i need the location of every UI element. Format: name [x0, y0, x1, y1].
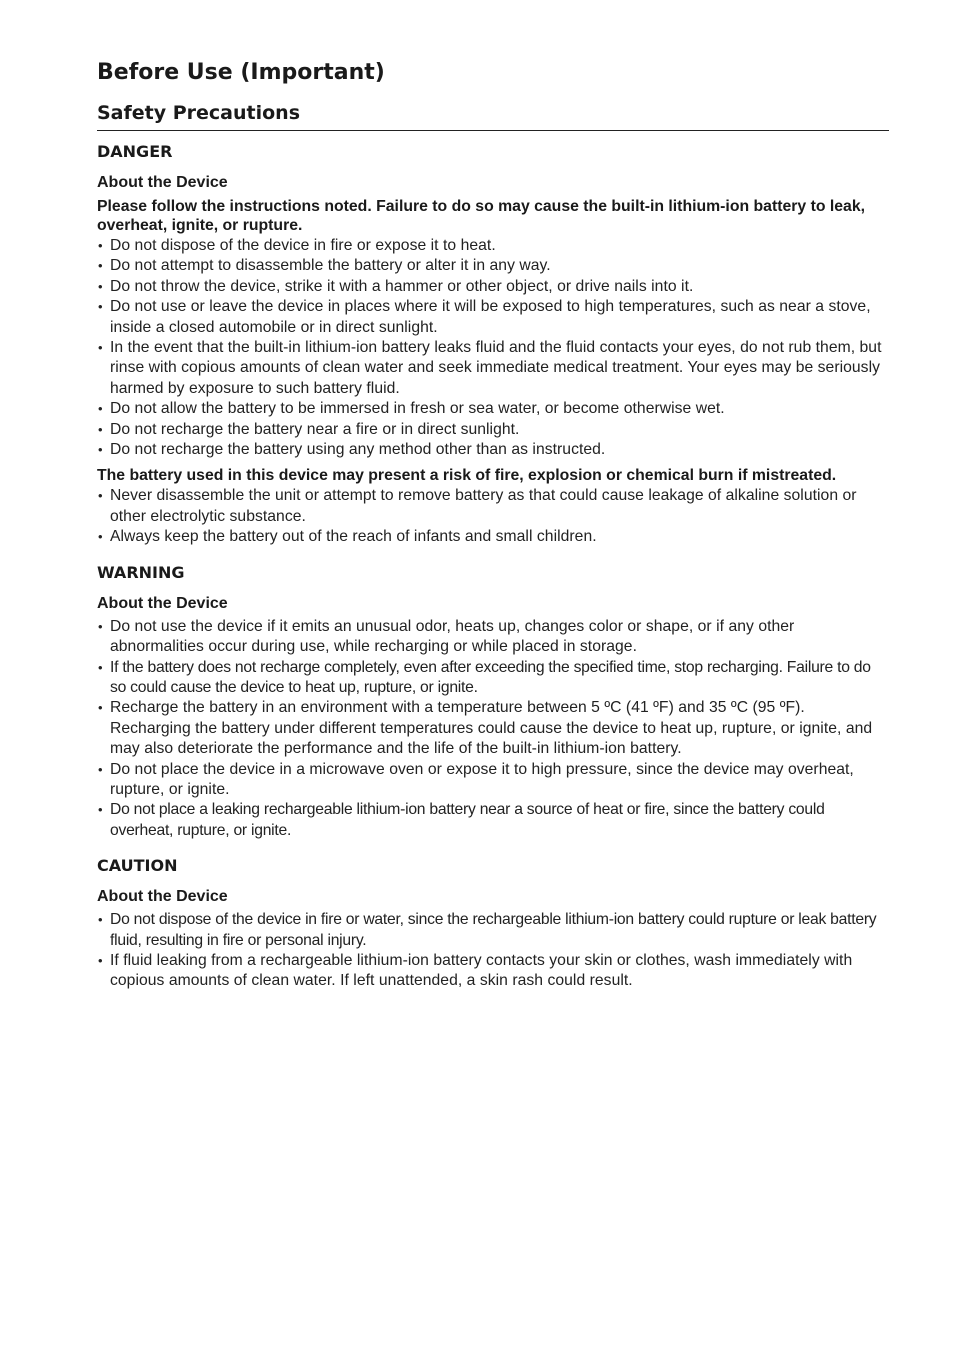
bullet: • — [98, 238, 103, 253]
bullet: • — [98, 278, 103, 294]
page-title: Before Use (Important) — [97, 60, 385, 85]
list-item: • Never disassemble the unit or attempt to remove battery as that could cause leakage of alkaline solution or other electrolytic substance. — [98, 487, 857, 525]
bullet: • — [98, 529, 103, 545]
list-item: • If the battery does not recharge completely, even after exceeding the specified time, stop recharging. Failure to do so could cause the device to heat up, rupture, or ignite. — [98, 658, 871, 696]
warning-list — [97, 617, 889, 841]
list-item: • Do not recharge the battery near a fire or in direct sunlight. — [97, 420, 889, 440]
danger-intro: Please follow the instructions noted. Failure to do so may cause the built-in lithium-ion battery to leak, overheat, ignite, or rupture. — [97, 198, 866, 234]
bullet: • — [98, 761, 103, 777]
caution-list — [97, 910, 889, 992]
caution-section — [97, 855, 889, 992]
danger-note-list — [97, 486, 889, 547]
warning-section — [97, 562, 889, 841]
list-item: • Do not allow the battery to be immersed in fresh or sea water, or become otherwise wet. — [97, 399, 889, 419]
bullet: • — [98, 700, 103, 716]
warning-heading: WARNING — [97, 562, 185, 582]
document-page — [97, 58, 889, 992]
bullet: • — [98, 952, 103, 968]
warning-subheading: About the Device — [97, 594, 228, 612]
list-item: • If fluid leaking from a rechargeable lithium-ion battery contacts your skin or clothes, wash immediately with copious amounts of clean water. If left unattended, a skin rash could result. — [98, 951, 853, 990]
list-item: • Do not attempt to disassemble the battery or alter it in any way. — [97, 256, 889, 276]
section-divider — [97, 130, 889, 131]
list-item: • Do not use or leave the device in places where it will be exposed to high temperatures, such as near a stove, inside a closed automobile or in direct sunlight. — [98, 298, 871, 336]
danger-subheading: About the Device — [97, 174, 228, 191]
bullet: • — [98, 659, 103, 675]
bullet: • — [98, 488, 103, 504]
bullet: • — [98, 618, 103, 634]
list-item: • Do not recharge the battery using any method other than as instructed. — [97, 440, 889, 460]
danger-battery-note: The battery used in this device may present a risk of fire, explosion or chemical burn if mistreated. — [97, 467, 837, 485]
list-item: • Recharge the battery in an environment with a temperature between 5 ºC (41 ºF) and 35 ºC (95 ºF). Recharging the battery under different temperatures could cause the device to heat up, rupture, or ignite, and may also deteriorate the performance and the life of the built-in lithium-ion battery. — [98, 699, 873, 758]
list-item: • Do not dispose of the device in fire or water, since the rechargeable lithium-ion battery could rupture or leak battery fluid, resulting in fire or personal injury. — [98, 911, 877, 949]
bullet: • — [98, 421, 103, 437]
danger-heading: DANGER — [97, 142, 173, 161]
bullet: • — [98, 401, 103, 417]
list-item: • Do not dispose of the device in fire or expose it to heat. — [97, 236, 889, 256]
list-item: • In the event that the built-in lithium-ion battery leaks fluid and the fluid contacts your eyes, do not rub them, but rinse with copious amounts of clean water and seek immediate medical treatment. Your eyes may be seriously harmed by exposure to such battery fluid. — [98, 339, 882, 397]
bullet: • — [98, 258, 103, 274]
caution-subheading: About the Device — [97, 888, 228, 906]
list-item: • Do not throw the device, strike it with a hammer or other object, or drive nails into it. — [97, 277, 889, 297]
danger-list — [97, 236, 889, 460]
bullet: • — [98, 802, 103, 818]
list-item: • Always keep the battery out of the reach of infants and small children. — [97, 527, 889, 547]
bullet: • — [98, 912, 103, 928]
caution-heading: CAUTION — [97, 856, 178, 876]
list-item: • Do not use the device if it emits an unusual odor, heats up, changes color or shape, or if any other abnormalities occur during use, while recharging or while placed in storage. — [98, 617, 795, 656]
bullet: • — [98, 299, 103, 315]
bullet: • — [98, 340, 103, 356]
list-item: • Do not place the device in a microwave oven or expose it to high pressure, since the device may overheat, rupture, or ignite. — [98, 760, 854, 798]
list-item: • Do not place a leaking rechargeable lithium-ion battery near a source of heat or fire, since the battery could overheat, rupture, or ignite. — [98, 801, 825, 839]
danger-section — [97, 141, 889, 548]
bullet: • — [98, 442, 103, 458]
section-title-safety-precautions: Safety Precautions — [97, 102, 301, 124]
